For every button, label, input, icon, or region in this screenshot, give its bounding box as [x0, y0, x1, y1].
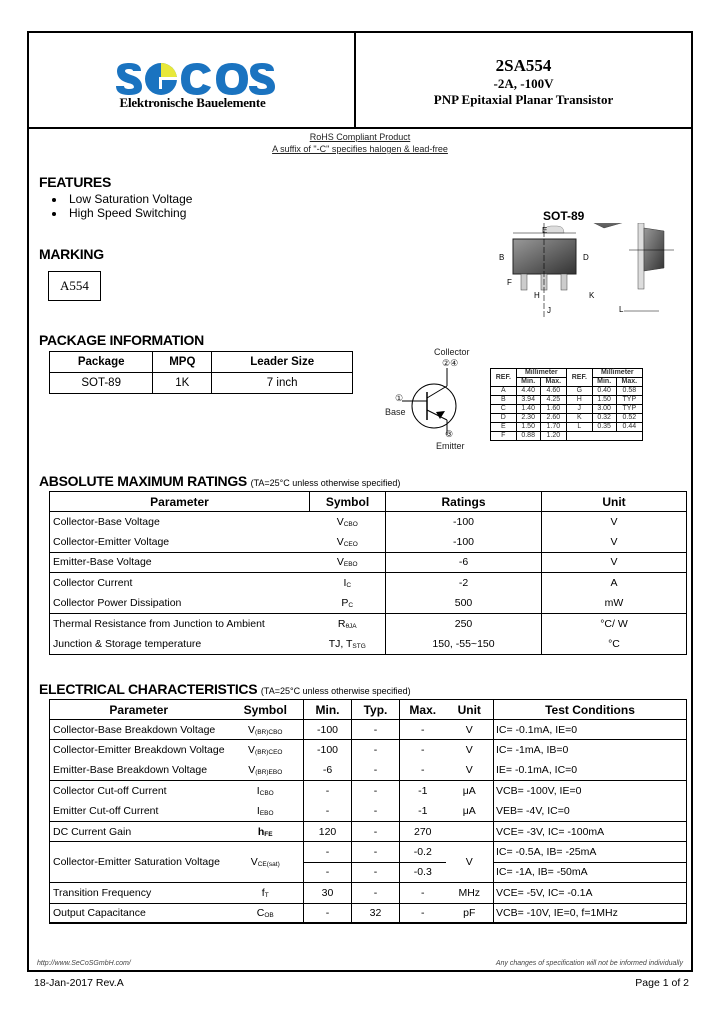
condition-cell: IC= -0.5A, IB= -25mA [494, 842, 687, 862]
base-pin: ① [395, 393, 404, 403]
sym: V [248, 744, 256, 757]
sym: C [256, 906, 265, 919]
min-header: Min. [592, 378, 616, 387]
table-row [50, 821, 687, 841]
unit-cell: V [446, 842, 494, 883]
col-header: Leader Size [212, 352, 353, 373]
cell: 0.44 [616, 423, 642, 432]
col-header: Package [50, 352, 153, 373]
typ-cell: - [352, 740, 400, 760]
col-header: Unit [446, 700, 494, 720]
rating-cell: 250 [386, 613, 542, 633]
svg-text:F: F [507, 278, 512, 287]
ref-header: REF. [491, 369, 517, 387]
param-cell: Thermal Resistance from Junction to Ambient [50, 613, 310, 633]
brand-subtitle: Elektronische Bauelemente [119, 95, 266, 110]
svg-text:K: K [589, 291, 595, 300]
table-row [50, 573, 687, 593]
cell: 1.50 [516, 423, 540, 432]
cell: 2.30 [516, 414, 540, 423]
max-header: Max. [616, 378, 642, 387]
date-revision: 18-Jan-2017 Rev.A [34, 977, 124, 989]
ec-title [39, 681, 411, 697]
condition-cell: IC= -1A, IB= -50mA [494, 862, 687, 882]
rating-cell: -100 [386, 512, 542, 532]
sym: V [250, 856, 258, 869]
datasheet-frame [27, 31, 693, 972]
table-row [50, 720, 687, 740]
part-rating: -2A, -100V [493, 76, 554, 91]
cell: 1.40 [516, 405, 540, 414]
cell: A [491, 387, 517, 396]
condition-cell: VCB= -10V, IE=0, f=1MHz [494, 903, 687, 923]
unit-cell: °C [542, 634, 687, 654]
features-list [49, 192, 192, 220]
max-cell: - [400, 760, 446, 780]
table-row [50, 634, 687, 654]
rohs-notice [29, 131, 691, 155]
table-row [50, 552, 687, 572]
marking-code-box: A554 [48, 271, 101, 301]
param-cell: Collector-Emitter Saturation Voltage [50, 842, 228, 883]
param-cell: Emitter-Base Breakdown Voltage [50, 760, 228, 780]
cell: TYP [616, 405, 642, 414]
col-header: Parameter [50, 492, 310, 512]
table-row [50, 801, 687, 821]
disclaimer: Any changes of specification will not be informed individually [495, 960, 683, 967]
symbol-cell [228, 842, 304, 883]
cell: 0.88 [516, 432, 540, 441]
rating-cell: -100 [386, 532, 542, 552]
feature-item: High Speed Switching [49, 206, 192, 220]
dim-row [491, 387, 643, 396]
rating-cell: -2 [386, 573, 542, 593]
cell-mpq: 1K [153, 373, 212, 394]
sym-sub: C [346, 582, 352, 590]
amr-note: (TA=25°C unless otherwise specified) [250, 478, 401, 488]
min-header: Min. [516, 378, 540, 387]
symbol-cell [310, 532, 386, 552]
cell: E [491, 423, 517, 432]
typ-cell: - [352, 801, 400, 821]
table-row [50, 883, 687, 903]
package-info-title: PACKAGE INFORMATION [39, 332, 204, 348]
symbol-cell [310, 512, 386, 532]
sym-sub: CBO [259, 790, 274, 798]
sym-sub: STG [352, 642, 366, 650]
typ-cell: - [352, 883, 400, 903]
rating-cell: 150, -55~150 [386, 634, 542, 654]
base-label: Base [385, 407, 406, 417]
dim-row [491, 423, 643, 432]
package-drawing-title: SOT-89 [543, 209, 585, 223]
symbol-cell [310, 634, 386, 654]
param-cell: Transition Frequency [50, 883, 228, 903]
condition-cell: IC= -0.1mA, IE=0 [494, 720, 687, 740]
page-number: Page 1 of 2 [635, 977, 689, 989]
dimension-table [490, 368, 643, 441]
sym: I [343, 577, 347, 590]
part-number: 2SA554 [495, 56, 552, 75]
sym: R [337, 617, 346, 630]
website-link[interactable]: http://www.SeCoSGmbH.com/ [37, 960, 131, 967]
param-cell: Output Capacitance [53, 906, 146, 919]
cell: G [566, 387, 592, 396]
condition-cell: IC= -1mA, IB=0 [494, 740, 687, 760]
pnp-transistor-symbol [372, 348, 492, 458]
marking-title: MARKING [39, 246, 104, 262]
cell: 1.50 [592, 396, 616, 405]
symbol-cell [228, 781, 304, 801]
mm-header: Millimeter [516, 369, 566, 378]
col-header: Ratings [386, 492, 542, 512]
cell: 4.25 [540, 396, 566, 405]
min-cell: - [304, 862, 352, 882]
param-cell: Collector Current [50, 573, 310, 593]
sym: V [248, 764, 256, 777]
unit-cell: V [542, 512, 687, 532]
cell: L [566, 423, 592, 432]
unit-cell [446, 821, 494, 841]
min-cell: -6 [304, 760, 352, 780]
cell: H [566, 396, 592, 405]
cell: 3.94 [516, 396, 540, 405]
max-cell: - [400, 883, 446, 903]
max-cell: -1 [400, 781, 446, 801]
sym-sub: (BR)EBO [255, 769, 283, 777]
table-row [50, 512, 687, 532]
dim-row [491, 405, 643, 414]
dim-row [491, 396, 643, 405]
min-cell: - [304, 903, 352, 923]
param-cell: Collector-Emitter Voltage [50, 532, 310, 552]
cell: 0.52 [616, 414, 642, 423]
param-cell: Collector Power Dissipation [50, 593, 310, 613]
condition-cell: VCE= -3V, IC= -100mA [494, 821, 687, 841]
cell: K [566, 414, 592, 423]
unit-cell: V [542, 552, 687, 572]
unit-cell: MHz [446, 883, 494, 903]
unit-cell: V [465, 744, 473, 757]
symbol-cell [310, 593, 386, 613]
col-header: Typ. [352, 700, 400, 720]
sym: V [336, 535, 344, 548]
sym: I [256, 805, 260, 817]
sym-sub: FE [264, 830, 273, 838]
min-cell: - [304, 801, 352, 821]
cell: C [491, 405, 517, 414]
emitter-label: Emitter [436, 441, 465, 451]
typ-cell: - [352, 781, 400, 801]
symbol-cell [310, 573, 386, 593]
typ-cell: - [352, 720, 400, 740]
sym: TJ, T [328, 637, 353, 650]
col-header: Min. [304, 700, 352, 720]
secos-logo [115, 59, 275, 99]
cell: 1.20 [540, 432, 566, 441]
feature-item: Low Saturation Voltage [49, 192, 192, 206]
col-header: Unit [542, 492, 687, 512]
sym-sub: CEO [343, 540, 358, 548]
sym-sub: EBO [259, 810, 274, 817]
min-cell: - [304, 842, 352, 862]
sym: I [256, 785, 260, 798]
typ-cell: - [352, 862, 400, 882]
max-cell: -1 [400, 801, 446, 821]
header-part-cell [356, 33, 691, 129]
cell: 0.40 [592, 387, 616, 396]
rohs-line-2: A suffix of "-C" specifies halogen & lead-free [272, 144, 448, 154]
min-cell: -100 [304, 740, 352, 760]
param-cell: Collector-Emitter Breakdown Voltage [53, 744, 225, 757]
table-row [50, 613, 687, 633]
unit-cell: mW [542, 593, 687, 613]
param-cell: Emitter Cut-off Current [50, 801, 228, 821]
empty-cell [566, 432, 642, 441]
rating-cell: -6 [386, 552, 542, 572]
unit-cell: V [446, 720, 494, 740]
col-header: MPQ [153, 352, 212, 373]
typ-cell: - [352, 821, 400, 841]
cell: 0.58 [616, 387, 642, 396]
cell: 1.60 [540, 405, 566, 414]
unit-cell: μA [462, 785, 476, 798]
param-cell: Junction & Storage temperature [50, 634, 310, 654]
param-cell: Collector Cut-off Current [53, 785, 167, 798]
table-row [50, 740, 687, 760]
condition-cell: VCE= -5V, IC= -0.1A [494, 883, 687, 903]
param-cell: Emitter-Base Voltage [50, 552, 310, 572]
sym-sub: EBO [343, 561, 358, 569]
rating-cell: 500 [386, 593, 542, 613]
typ-cell: - [352, 842, 400, 862]
param-cell: Collector-Base Voltage [50, 512, 310, 532]
col-header: Parameter [50, 700, 228, 720]
col-header: Test Conditions [494, 700, 687, 720]
cell: 0.35 [592, 423, 616, 432]
cell-package: SOT-89 [50, 373, 153, 394]
symbol-cell [228, 720, 304, 740]
ec-note: (TA=25°C unless otherwise specified) [260, 686, 411, 696]
symbol-cell [310, 613, 386, 633]
sym-sub: θJA [345, 622, 357, 630]
typ-cell: - [352, 760, 400, 780]
unit-cell: V [446, 760, 494, 780]
col-header: Symbol [228, 700, 304, 720]
typ-cell: 32 [352, 903, 400, 923]
cell: F [491, 432, 517, 441]
sym: f [261, 886, 265, 899]
max-cell: - [400, 903, 446, 923]
header-brand-cell [29, 33, 356, 129]
ec-title-text: ELECTRICAL CHARACTERISTICS [39, 681, 258, 697]
sot89-package-drawing [489, 223, 689, 368]
unit-cell: μA [446, 801, 494, 821]
cell: D [491, 414, 517, 423]
condition-cell: VEB= -4V, IC=0 [494, 801, 687, 821]
table-row [50, 532, 687, 552]
unit-cell: °C/ W [542, 613, 687, 633]
part-description: PNP Epitaxial Planar Transistor [433, 92, 614, 107]
sym: P [341, 597, 349, 609]
cell: 4.60 [540, 387, 566, 396]
features-title: FEATURES [39, 174, 112, 190]
dim-row [491, 432, 643, 441]
electrical-characteristics-table [49, 699, 687, 924]
sym: h [257, 825, 265, 838]
unit-cell: V [542, 532, 687, 552]
cell: TYP [616, 396, 642, 405]
col-header: Symbol [310, 492, 386, 512]
min-cell: -100 [304, 720, 352, 740]
condition-cell: VCB= -100V, IE=0 [494, 781, 687, 801]
sym-sub: (BR)CBO [255, 728, 283, 736]
mm-header: Millimeter [592, 369, 642, 378]
absolute-max-ratings-table [49, 491, 687, 655]
sym: V [248, 723, 256, 736]
max-cell: - [400, 720, 446, 740]
unit-cell: A [542, 573, 687, 593]
table-row [50, 593, 687, 613]
table-row [50, 760, 687, 780]
col-header: Max. [400, 700, 446, 720]
max-header: Max. [540, 378, 566, 387]
ref-header: REF. [566, 369, 592, 387]
sym-sub: C [348, 602, 354, 609]
svg-text:D: D [583, 253, 589, 262]
unit-cell: pF [463, 906, 476, 919]
cell: 3.00 [592, 405, 616, 414]
collector-label: Collector [434, 347, 470, 357]
max-cell: 270 [400, 821, 446, 841]
table-row [50, 903, 687, 923]
table-row [50, 781, 687, 801]
package-info-table [49, 351, 353, 394]
min-cell: - [304, 781, 352, 801]
sym: V [336, 515, 344, 528]
max-cell: -0.2 [400, 842, 446, 862]
emitter-pin: ③ [445, 429, 454, 439]
min-cell: 30 [304, 883, 352, 903]
sym: V [336, 556, 344, 569]
amr-title [39, 473, 400, 489]
min-cell: 120 [304, 821, 352, 841]
collector-pins: ②④ [442, 358, 459, 368]
sym-sub: T [264, 891, 269, 899]
sym-sub: (BR)CEO [255, 749, 283, 757]
condition-cell: IE= -0.1mA, IC=0 [494, 760, 687, 780]
cell: 1.70 [540, 423, 566, 432]
cell: 0.32 [592, 414, 616, 423]
param-cell: Collector-Base Breakdown Voltage [50, 720, 228, 740]
max-cell: - [400, 740, 446, 760]
sym-sub: CE(sat) [257, 861, 280, 869]
svg-text:E: E [542, 226, 548, 235]
symbol-cell [228, 740, 304, 760]
symbol-cell [228, 903, 304, 923]
symbol-cell [228, 821, 304, 841]
cell: J [566, 405, 592, 414]
cell: 4.40 [516, 387, 540, 396]
max-cell: -0.3 [400, 862, 446, 882]
cell-leader-size: 7 inch [212, 373, 353, 394]
symbol-cell [228, 801, 304, 821]
svg-text:L: L [619, 305, 624, 314]
sym-sub: OB [264, 911, 274, 919]
table-row [50, 842, 687, 862]
svg-text:J: J [547, 306, 551, 315]
amr-title-text: ABSOLUTE MAXIMUM RATINGS [39, 473, 247, 489]
svg-text:B: B [499, 253, 505, 262]
symbol-cell [310, 552, 386, 572]
symbol-cell [228, 883, 304, 903]
param-cell: DC Current Gain [50, 821, 228, 841]
rohs-line-1: RoHS Compliant Product [309, 132, 411, 142]
symbol-cell [228, 760, 304, 780]
sym-sub: CBO [343, 520, 358, 528]
cell: 2.60 [540, 414, 566, 423]
dim-row [491, 414, 643, 423]
svg-text:H: H [534, 291, 540, 300]
cell: B [491, 396, 517, 405]
